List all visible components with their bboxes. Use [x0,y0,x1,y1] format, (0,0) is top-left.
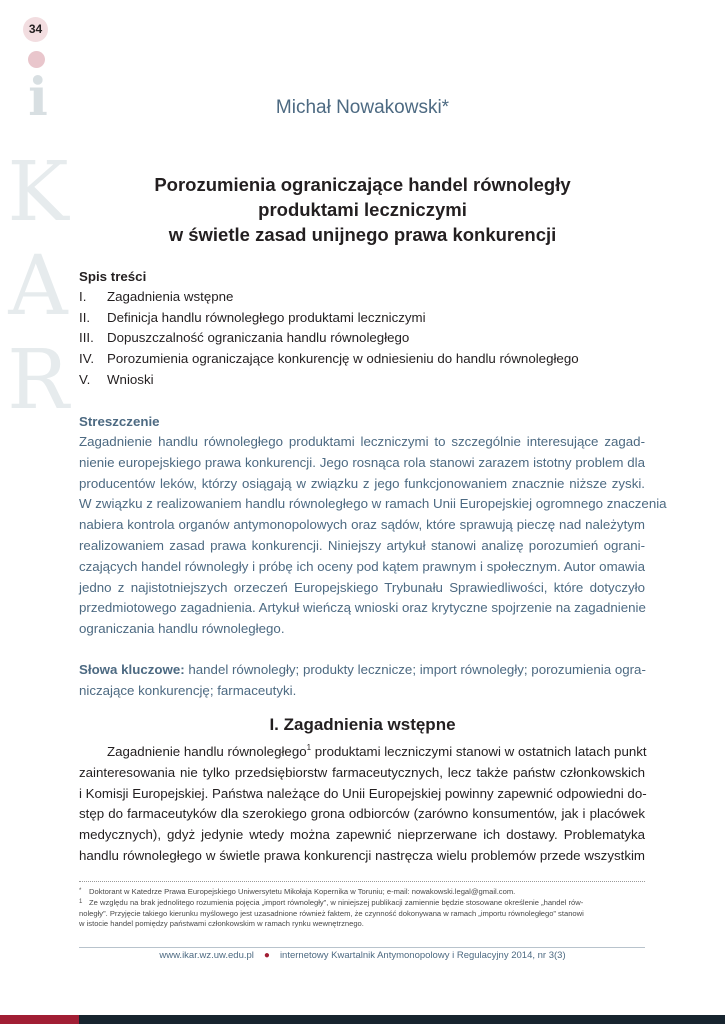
footer-bullet-icon: ● [263,950,270,961]
toc-item-label: Wnioski [107,371,154,387]
logo-letter-k: K [7,145,69,240]
keywords-label: Słowa kluczowe: [79,662,185,677]
author-name: Michał Nowakowski* [275,97,450,118]
abstract-line: W związku z realizowaniem handlu równoległego w ramach Unii Europejskiej ogromnego znaczenia [79,496,667,512]
footer-url-link[interactable]: www.ikar.wz.uw.edu.pl [159,950,254,961]
body-line: stęp do farmaceutyków dla szerokiego grona odbiorców (zarówno konsumentów, jak i placówek [79,806,645,822]
abstract-line: realizowaniem zasad prawa konkurencji. Niniejszy artykuł stanowi analizę porozumień ograni- [79,537,645,553]
abstract-line: ograniczania handlu równoległego. [79,621,285,637]
footnote-1 [79,897,649,908]
footnote-marker: 1 [79,899,83,906]
article-title [80,172,645,247]
keywords-line: niczające konkurencję; farmaceutyki. [79,683,297,698]
toc-item [79,287,649,308]
logo-letter-a: A [8,239,68,334]
footer-divider [79,947,645,948]
footnote-1-continued: noległy”. Przyjęcie takiego kierunku myślowego jest uzasadnione również faktem, że czynność dokonywana w ramach „importu równoległego” stanowi [79,908,584,918]
title-line: Porozumienia ograniczające handel równoległy [154,174,571,195]
abstract-line: przedmiotowego zagadnienia. Artykuł wieńczą wnioski oraz krytyczne spojrzenie na zagadnienie [79,600,646,616]
abstract-line: nienie europejskiego prawa konkurencji. Jego rosnąca rola stanowi zarazem istotny problem dla [79,454,645,470]
body-text-continue: produktami leczniczymi stanowi w ostatnich latach punkt [311,744,647,759]
toc-item-number: IV. [79,351,95,367]
footer-bar-accent [0,1015,79,1024]
keywords [79,659,645,701]
toc-item [79,308,649,329]
logo-letter-r: R [7,333,69,428]
toc-item-label: Zagadnienia wstępne [107,289,234,304]
body-line: i Komisji Europejskiej. Państwa należące do Unii Europejskiej powinny zapewnić odpowiedni do- [79,785,647,801]
toc-heading: Spis treści [79,269,147,284]
footnote-ref[interactable]: 1 [306,743,312,752]
footer-journal-name: internetowy Kwartalnik Antymonopolowy i Regulacyjny 2014, nr 3(3) [279,950,566,961]
body-text [79,742,645,867]
keywords-line [79,659,645,680]
toc-item-label: Porozumienia ograniczające konkurencję w odniesieniu do handlu równoległego [107,351,579,367]
footer-bar [79,1015,725,1024]
body-text-start: Zagadnienie handlu równoległego [107,744,307,759]
section-heading: I. Zagadnienia wstępne [269,715,456,734]
body-line: handlu równoległego w świetle prawa konkurencji nastręcza wielu problemów przede wszystkim [79,847,645,863]
toc-item [79,328,649,349]
toc-item-label: Definicja handlu równoległego produktami leczniczymi [107,309,426,325]
footnote-text: Doktorant w Katedrze Prawa Europejskiego Uniwersytetu Mikołaja Kopernika w Toruniu; e-mail: nowakowski.legal@gmail.com. [89,887,516,896]
footnote-1-continued: w istocie handel pomiędzy państwami członkowskim w ramach rynku wewnętrznego. [79,918,364,928]
abstract-heading: Streszczenie [79,414,160,429]
page-number: 34 [23,17,48,42]
footnote-divider [79,881,645,882]
toc-item-label: Dopuszczalność ograniczania handlu równoległego [107,330,410,346]
keywords-text: handel równoległy; produkty lecznicze; import równoległy; porozumienia ogra- [188,662,646,677]
footnote-marker: * [79,888,82,894]
abstract-line: nabiera kontrola organów antymonopolowych oraz sądów, które sprawują pieczę nad należytym [79,517,645,533]
toc-item [79,349,649,370]
abstract-line: czających handel równoległy i próbę ich oceny pod kątem prawnym i społecznym. Autor omawia [79,558,645,574]
page-footer [0,950,725,961]
toc-item-number: III. [79,330,94,346]
body-line: zainteresowania nie tylko przedsiębiorstw farmaceutycznych, lecz także państw członkowskich [79,764,645,780]
abstract [79,411,667,640]
toc-item-number: V. [79,371,91,387]
abstract-line: jedno z najistotniejszych orzeczeń Europejskiego Trybunału Sprawiedliwości, które dotyczyło [79,579,645,595]
abstract-line: producentów leków, którzy osiągają w związku z jego funkcjonowaniem znacznie niższe zyski. [79,475,645,491]
title-line: produktami leczniczymi [258,199,467,220]
logo-letter-i: i [28,67,48,128]
footnote-author [79,886,649,897]
title-line: w świetle zasad unijnego prawa konkurencji [168,224,557,245]
abstract-line: Zagadnienie handlu równoległego produktami leczniczymi to szczególnie interesujące zagad- [79,434,645,449]
body-line: medycznych), gdyż jedynie wtedy można zapewnić nieprzerwane ich dostawy. Problematyka [79,827,645,843]
toc-item [79,370,649,391]
body-line [79,742,645,763]
toc-item-number: II. [79,309,91,325]
footnotes [79,886,649,929]
toc-item-number: I. [79,289,87,304]
footnote-text: Ze względu na brak jednolitego rozumienia pojęcia „import równoległy”, w niniejszej publikacji zamiennie będzie stosowane określenie „handel rów- [89,898,584,908]
table-of-contents [79,266,649,391]
